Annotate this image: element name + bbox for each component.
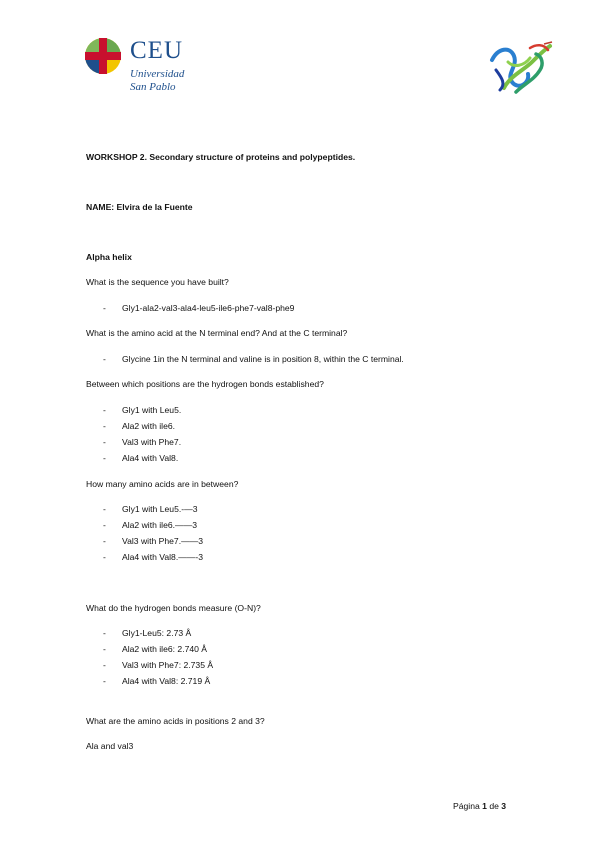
- page-total: 3: [501, 801, 507, 811]
- answer-text: Gly1-ala2-val3-ala4-leu5-ile6-phe7-val8-phe9: [122, 303, 295, 313]
- bullet-dash: -: [103, 303, 106, 313]
- page-of: de: [489, 801, 499, 811]
- bullet-dash: -: [103, 676, 106, 686]
- ceu-logo: [84, 37, 204, 93]
- protein-ribbon-image: [484, 40, 556, 98]
- question-3: Between which positions are the hydrogen bonds established?: [86, 379, 324, 389]
- answer-text: Gly1 with Leu5.-—3: [122, 504, 198, 514]
- answer-text: Ala4 with Val8: 2.719 Å: [122, 676, 211, 686]
- answer-text: Val3 with Phe7: 2.735 Å: [122, 660, 214, 670]
- question-1: What is the sequence you have built?: [86, 277, 229, 287]
- answer-text: Ala2 with ile6.: [122, 421, 176, 431]
- logo-title: CEU: [130, 37, 183, 64]
- answer-text: Ala4 with Val8.: [122, 453, 179, 463]
- answer-text: Gly1-Leu5: 2.73 Å: [122, 628, 192, 638]
- section-heading: Alpha helix: [86, 252, 132, 262]
- question-6: What are the amino acids in positions 2 and 3?: [86, 716, 265, 726]
- answer-text: Ala2 with ile6.——3: [122, 520, 197, 530]
- bullet-dash: -: [103, 536, 106, 546]
- question-5: What do the hydrogen bonds measure (O-N)?: [86, 603, 261, 613]
- bullet-dash: -: [103, 421, 106, 431]
- workshop-title: WORKSHOP 2. Secondary structure of proteins and polypeptides.: [86, 152, 356, 162]
- question-2: What is the amino acid at the N terminal end? And at the C terminal?: [86, 328, 348, 338]
- question-4: How many amino acids are in between?: [86, 479, 239, 489]
- page-current: 1: [482, 801, 487, 811]
- bullet-dash: -: [103, 628, 106, 638]
- bullet-dash: -: [103, 354, 106, 364]
- bullet-dash: -: [103, 405, 106, 415]
- bullet-dash: -: [103, 437, 106, 447]
- answer-text: Val3 with Phe7.: [122, 437, 182, 447]
- bullet-dash: -: [103, 660, 106, 670]
- bullet-dash: -: [103, 644, 106, 654]
- logo-subtitle: Universidad San Pablo: [130, 68, 185, 93]
- bullet-dash: -: [103, 504, 106, 514]
- answer-text: Ala and val3: [86, 741, 134, 751]
- ceu-emblem-icon: [84, 37, 122, 75]
- page-word: Página: [453, 801, 480, 811]
- bullet-dash: -: [103, 453, 106, 463]
- bullet-dash: -: [103, 520, 106, 530]
- answer-text: Val3 with Phe7.——3: [122, 536, 204, 546]
- answer-text: Glycine 1in the N terminal and valine is in position 8, within the C terminal.: [122, 354, 404, 364]
- page-number: [453, 801, 506, 812]
- student-name: NAME: Elvira de la Fuente: [86, 202, 193, 212]
- bullet-dash: -: [103, 552, 106, 562]
- answer-text: Ala4 with Val8.——-3: [122, 552, 204, 562]
- answer-text: Gly1 with Leu5.: [122, 405, 182, 415]
- answer-text: Ala2 with ile6: 2.740 Å: [122, 644, 208, 654]
